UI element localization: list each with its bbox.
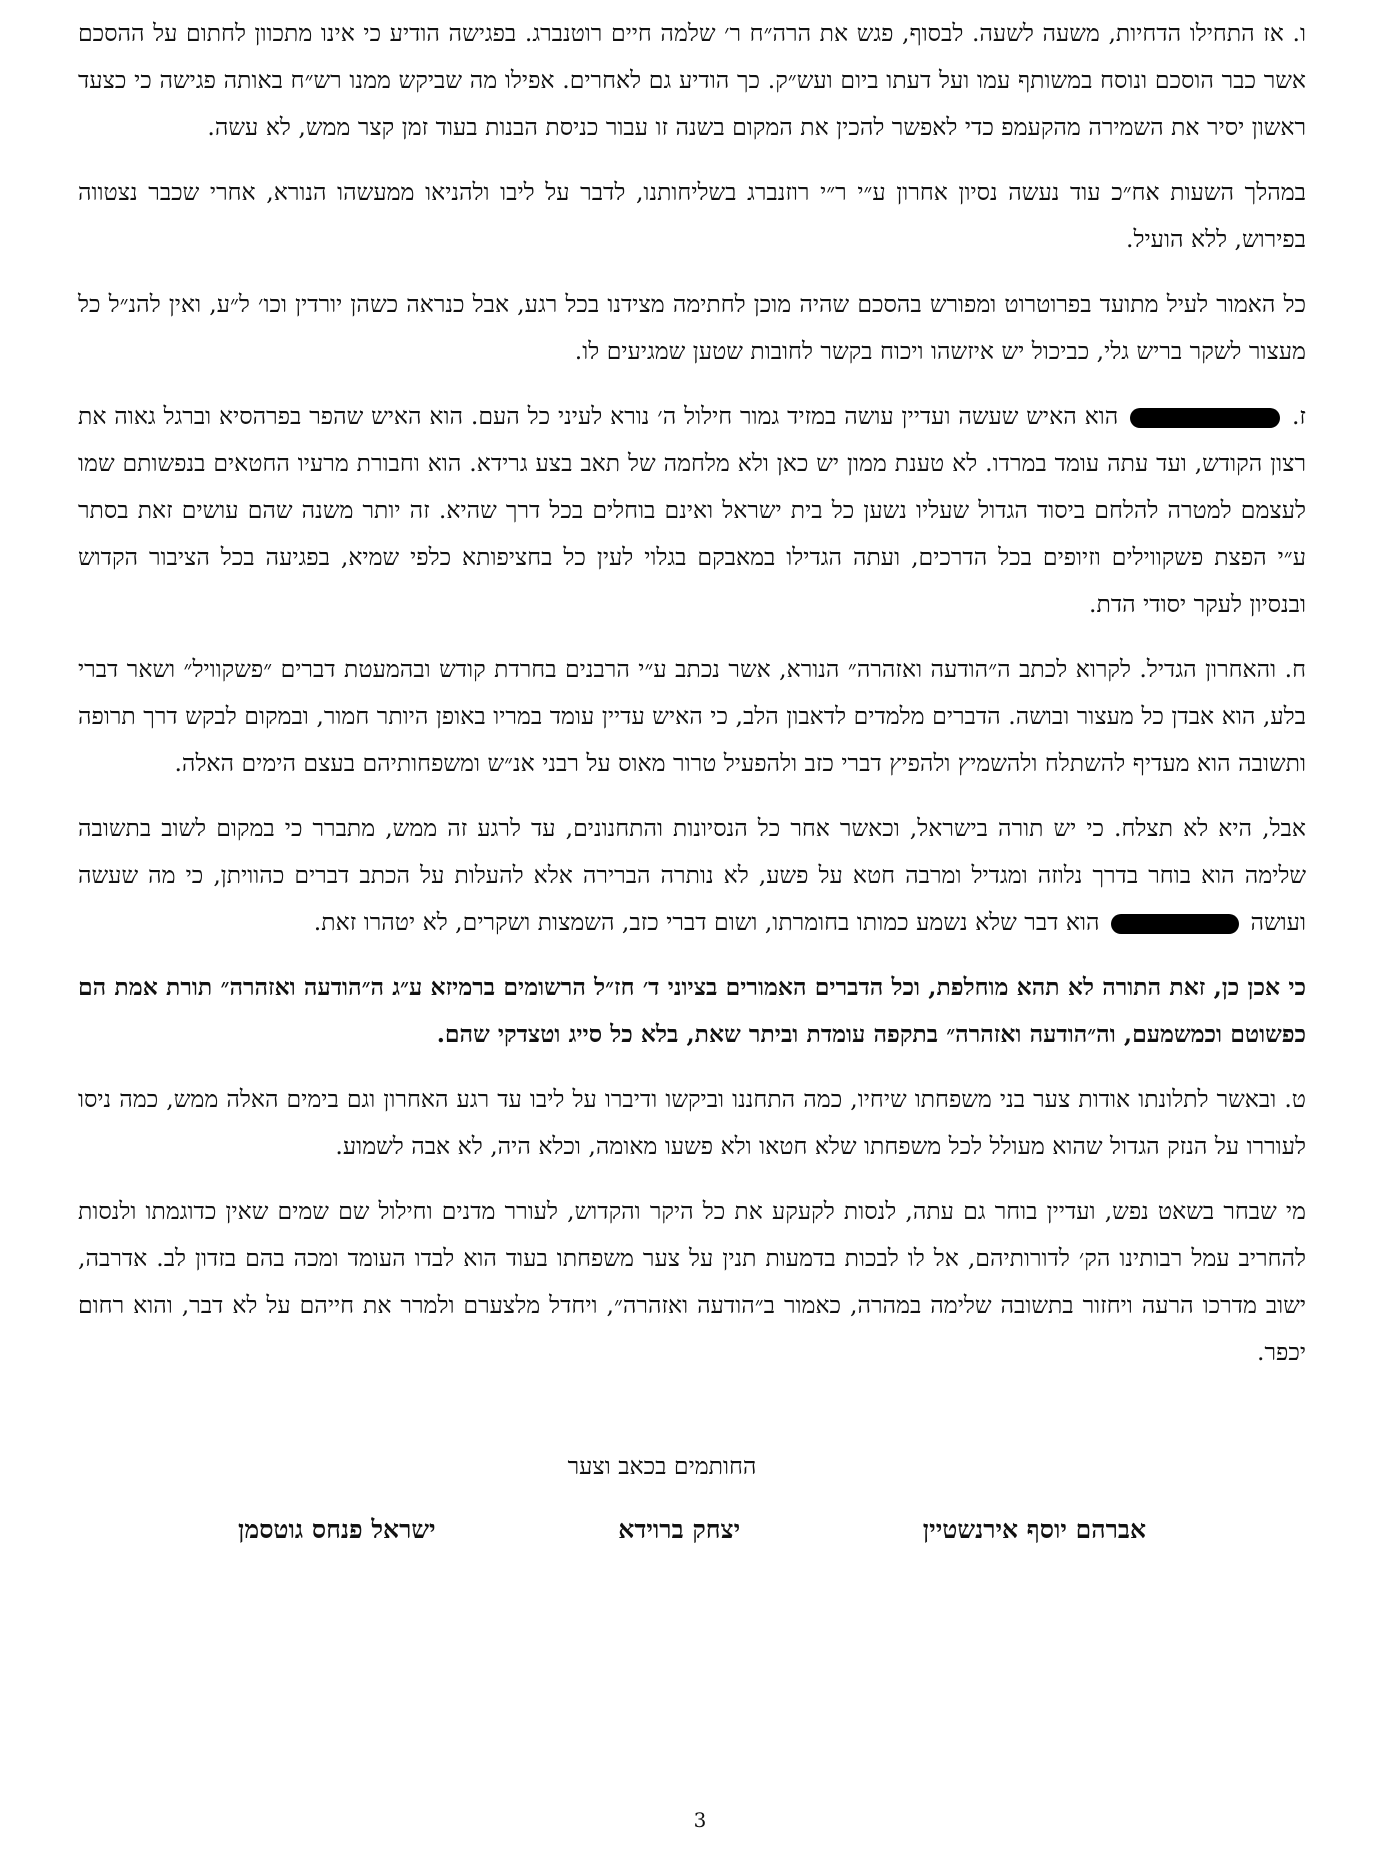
signer-name: יצחק ברוידא (618, 1515, 741, 1544)
signer-name: ישראל פנחס גוטסמן (238, 1515, 436, 1544)
paragraph-zayin-start: ז. (1291, 402, 1306, 430)
paragraph-final-attempt: במהלך השעות אח״כ עוד נעשה נסיון אחרון ע״י ר״י רוזנברג בשליחותנו, לדבר על ליבו ולהניאו ממעשהו הנורא, אחרי שכבר נצטווה בפירוש, ללא הועיל. (78, 178, 1306, 253)
page-number: 3 (693, 1808, 707, 1832)
paragraph-vav: ו. אז התחילו הדחיות, משעה לשעה. לבסוף, פגש את הרה״ח ר׳ שלמה חיים רוטנברג. בפגישה הודיע כי אינו מתכוון לחתום על ההסכם אשר כבר הוסכם ונוסח במשותף עמו ועל דעתו ביום ועש״ק. כך הודיע גם לאחרים. אפילו מה שביקש ממנו רש״ח באותה פגישה כי כצעד ראשון יסיר את השמירה מהקעמפ כדי לאפשר להכין את המקום בשנה זו עבור כניסת הבנות בעוד זמן קצר ממש, לא עשה. (78, 19, 1306, 141)
paragraph-zayin (78, 393, 1306, 628)
paragraph-but-rest: הוא דבר שלא נשמע כמותו בחומרתו, ושום דברי כזב, השמצות ושקרים, לא יטהרו זאת. (313, 908, 1100, 936)
signer-name: אברהם יוסף אירנשטיין (922, 1515, 1146, 1544)
paragraph-chet: ח. והאחרון הגדיל. לקרוא לכתב ה״הודעה ואזהרה״ הנורא, אשר נכתב ע״י הרבנים בחרדת קודש ובהמעטת דברים ״פשקוויל״ ושאר דברי בלע, הוא אבדן כל מעצור ובושה. הדברים מלמדים לדאבון הלב, כי האיש עדיין עומד במריו באופן היותר חמור, ובמקום לבקש דרך תרופה ותשובה הוא מעדיף להשתלח ולהשמיץ ולהפיץ דברי כזב ולהפעיל טרור מאוס על רבני אנ״ש ומשפחותיהם בעצם הימים האלה. (78, 655, 1306, 777)
redacted-name-2 (1111, 914, 1239, 934)
paragraph-agreement: כל האמור לעיל מתועד בפרוטרוט ומפורש בהסכם שהיה מוכן לחתימה מצידנו בכל רגע, אבל כנראה כשהן יורדין וכו׳ ל״ע, ואין להנ״ל כל מעצור לשקר בריש גלי, כביכול יש איזשהו ויכוח בקשר לחובות שטען שמגיעים לו. (78, 290, 1306, 365)
closing-line: החותמים בכאב וצער (567, 1452, 757, 1480)
paragraph-but (78, 805, 1306, 946)
paragraph-zayin-rest: הוא האיש שעשה ועדיין עושה במזיד גמור חילול ה׳ נורא לעיני כל העם. הוא האיש שהפר בפרהסיא וברגל גאוה את רצון הקודש, ועד עתה עומד במרדו. לא טענת ממון יש כאן ולא מלחמה של תאב בצע גרידא. הוא וחבורת מרעיו החטאים בנפשותם שמו לעצמם למטרה להלחם ביסוד הגדול שעליו נשען כל בית ישראל ואינם בוחלים בכל דרך שהיא. זה יותר משנה שהם עושים זאת בסתר ע״י הפצת פשקווילים וזיופים בכל הדרכים, ועתה הגדילו במאבקם בגלוי לעין כל בחציפותא כלפי שמיא, בפגיעה בכל הציבור הקדוש ובנסיון לעקר יסודי הדת. (78, 402, 1306, 618)
paragraph-declaration: כי אכן כן, זאת התורה לא תהא מוחלפת, וכל הדברים האמורים בציוני ד׳ חז״ל הרשומים ברמיזא ע״ג ה״הודעה ואזהרה״ תורת אמת הם כפשוטם וכמשמעם, וה״הודעה ואזהרה״ בתקפה עומדת וביתר שאת, בלא כל סייג וטצדקי שהם. (78, 973, 1306, 1048)
signatures (78, 1515, 1306, 1545)
paragraph-but-start: אבל, היא לא תצלח. כי יש תורה בישראל, וכאשר אחר כל הנסיונות והתחנונים, עד לרגע זה ממש, מתברר כי במקום לשוב בתשובה שלימה הוא בוחר בדרך נלוזה ומגדיל ומרבה חטא על פשע, לא נותרה הברירה אלא להעלות על הכתב דברים כהוויתן, כי מה שעשה ועושה (78, 814, 1306, 936)
redacted-name (1130, 408, 1280, 428)
paragraph-tet: ט. ובאשר לתלונתו אודות צער בני משפחתו שיחיו, כמה התחננו וביקשו ודיברו על ליבו עד רגע האחרון וגם בימים האלה ממש, כמה ניסו לעוררו על הנזק הגדול שהוא מעולל לכל משפחתו שלא חטאו ולא פשעו מאומה, וכלא היה, לא אבה לשמוע. (78, 1085, 1306, 1160)
paragraph-conclusion: מי שבחר בשאט נפש, ועדיין בוחר גם עתה, לנסות לקעקע את כל היקר והקדוש, לעורר מדנים וחילול שם שמים שאין כדוגמתו ולנסות להחריב עמל רבותינו הק׳ לדורותיהם, אל לו לבכות בדמעות תנין על צער משפחתו בעוד הוא לבדו העומד ומכה בהם בזדון לב. אדרבה, ישוב מדרכו הרעה ויחזור בתשובה שלימה במהרה, כאמור ב״הודעה ואזהרה״, ויחדל מלצערם ולמרר את חייהם על לא דבר, והוא רחום יכפר. (78, 1197, 1306, 1366)
